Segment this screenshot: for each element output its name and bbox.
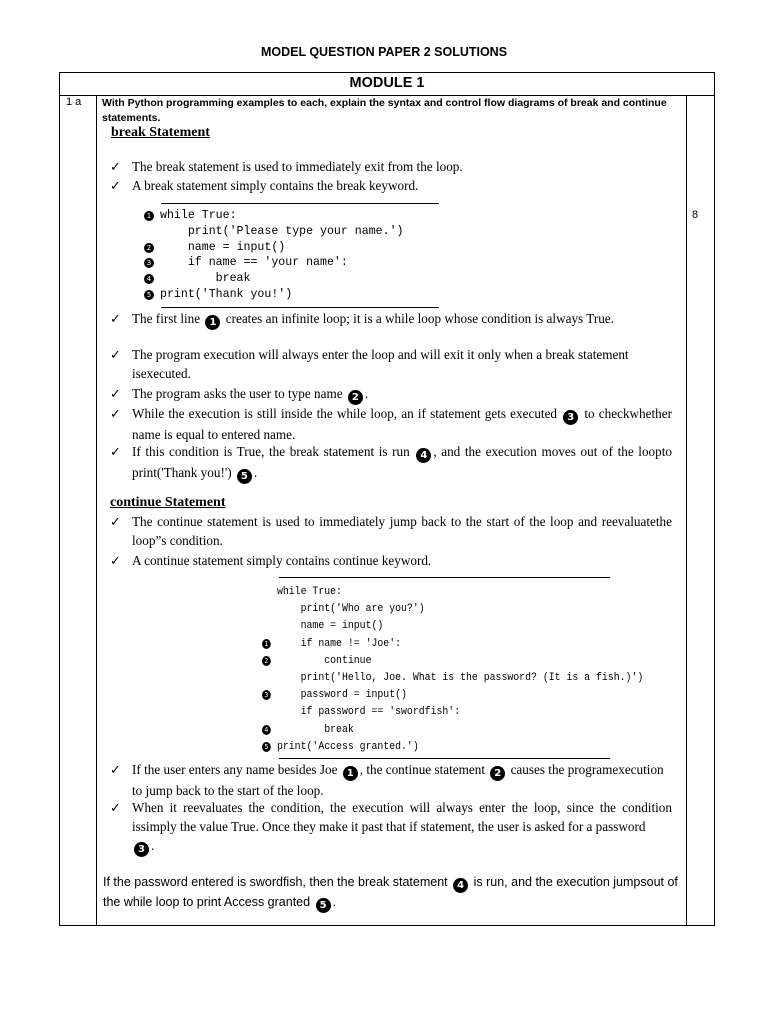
continue-code-text: print('Hello, Joe. What is the password? (It is a fish.)') xyxy=(276,671,644,684)
continue-code-bottom-rule xyxy=(279,758,610,759)
break-code-line xyxy=(144,271,444,287)
marker-1-icon: 1 xyxy=(343,766,358,781)
break-explanation-4: ✓ While the execution is still inside the while loop, an if statement gets executed 3 to checkwhether name is equal to entered name. xyxy=(110,406,673,442)
continue-code-line xyxy=(262,636,614,653)
break-code-text: print('Thank you!') xyxy=(160,287,293,301)
break-code-line xyxy=(144,240,444,256)
break-heading: break Statement xyxy=(111,125,210,140)
break-explanation-3: ✓ The program asks the user to type name 2 . xyxy=(110,386,369,403)
continue-explanation-1: ✓ If the user enters any name besides Joe 1 , the continue statement 2 causes the programexecution to jump back to the start of the loop. xyxy=(110,762,664,798)
break-code-top-rule xyxy=(161,203,439,204)
marker-5-icon: 5 xyxy=(237,469,252,484)
continue-explanation-2: ✓ When it reevaluates the condition, the execution will always enter the loop, since the condition issimply the value True. Once they make it past that if statement, the user is asked for a password 3 . xyxy=(110,800,672,855)
break-code-text: while True: xyxy=(160,209,237,222)
marker-2-icon: 2 xyxy=(490,766,505,781)
marker-2-icon: 2 xyxy=(348,390,363,405)
table-column-divider-right xyxy=(686,95,687,926)
continue-code-text: continue xyxy=(276,654,372,667)
continue-code-line xyxy=(262,739,614,756)
code-marker-2-icon: 2 xyxy=(144,243,154,253)
break-intro-2: ✓ A break statement simply contains the break keyword. xyxy=(110,178,419,193)
continue-intro-1: ✓ The continue statement is used to immediately jump back to the start of the loop and reevaluatethe loop”s condition. xyxy=(110,514,672,548)
question-marks: 8 xyxy=(692,209,699,221)
code-marker-4-icon: 4 xyxy=(144,274,154,284)
break-code-line xyxy=(144,287,444,303)
module-title: MODULE 1 xyxy=(349,75,425,91)
break-code-text: print('Please type your name.') xyxy=(160,224,404,238)
continue-code-text: while True: xyxy=(276,586,342,598)
document-title: MODEL QUESTION PAPER 2 SOLUTIONS xyxy=(260,45,508,59)
continue-code-line xyxy=(262,618,614,635)
continue-code-text: name = input() xyxy=(276,620,384,633)
continue-code-line xyxy=(262,670,644,687)
break-code-block xyxy=(144,208,444,303)
continue-code-line xyxy=(262,687,614,704)
break-code-text: if name == 'your name': xyxy=(160,256,348,270)
continue-code-block xyxy=(262,584,644,756)
continue-code-line xyxy=(262,722,614,739)
code-marker-4-icon: 4 xyxy=(262,725,271,735)
code-marker-2-icon: 2 xyxy=(262,656,271,666)
break-explanation-2: ✓ The program execution will always enter the loop and will exit it only when a break statement isexecuted. xyxy=(110,347,629,381)
marker-3-icon: 3 xyxy=(134,842,149,857)
continue-code-line xyxy=(262,601,614,618)
continue-code-text: break xyxy=(276,723,354,736)
break-code-line xyxy=(144,255,444,271)
break-code-text: name = input() xyxy=(160,240,286,254)
continue-final-note: If the password entered is swordfish, then the break statement 4 is run, and the execution jumpsout of the while loop to print Access granted 5 . xyxy=(103,875,678,911)
code-marker-3-icon: 3 xyxy=(262,690,271,700)
marker-4-icon: 4 xyxy=(453,878,468,893)
marker-1-icon: 1 xyxy=(205,315,220,330)
continue-code-line xyxy=(262,584,614,601)
continue-heading: continue Statement xyxy=(110,495,226,510)
marker-4-icon: 4 xyxy=(416,448,431,463)
continue-code-text: password = input() xyxy=(276,689,407,702)
code-marker-3-icon: 3 xyxy=(144,258,154,268)
code-marker-1-icon: 1 xyxy=(144,211,154,221)
break-intro-1: ✓ The break statement is used to immediately exit from the loop. xyxy=(110,159,463,174)
continue-code-text: print('Who are you?') xyxy=(276,603,425,616)
continue-code-text: print('Access granted.') xyxy=(276,740,419,753)
marker-3-icon: 3 xyxy=(563,410,578,425)
question-text: With Python programming examples to each, explain the syntax and control flow diagrams of break and continue statements. xyxy=(102,97,667,124)
continue-code-line xyxy=(262,653,614,670)
break-code-line xyxy=(144,224,444,240)
break-code-text: break xyxy=(160,272,251,286)
break-code-bottom-rule xyxy=(161,307,439,308)
break-explanation-1: ✓ The first line 1 creates an infinite loop; it is a while loop whose condition is always True. xyxy=(110,311,614,328)
code-marker-1-icon: 1 xyxy=(262,639,271,649)
table-column-divider-left xyxy=(96,95,97,926)
code-marker-5-icon: 5 xyxy=(262,742,271,752)
break-code-line xyxy=(144,208,444,224)
continue-intro-2: ✓ A continue statement simply contains continue keyword. xyxy=(110,553,432,568)
continue-code-text: if name != 'Joe': xyxy=(276,637,402,650)
continue-code-top-rule xyxy=(279,577,610,578)
break-explanation-5: ✓ If this condition is True, the break statement is run 4 , and the execution moves out of the loopto print('Thank you!') 5 . xyxy=(110,444,672,482)
continue-code-text: if password == 'swordfish': xyxy=(276,706,461,719)
code-marker-5-icon: 5 xyxy=(144,290,154,300)
question-number: 1 a xyxy=(66,96,82,108)
marker-5-icon: 5 xyxy=(316,898,331,913)
continue-code-line xyxy=(262,704,614,721)
